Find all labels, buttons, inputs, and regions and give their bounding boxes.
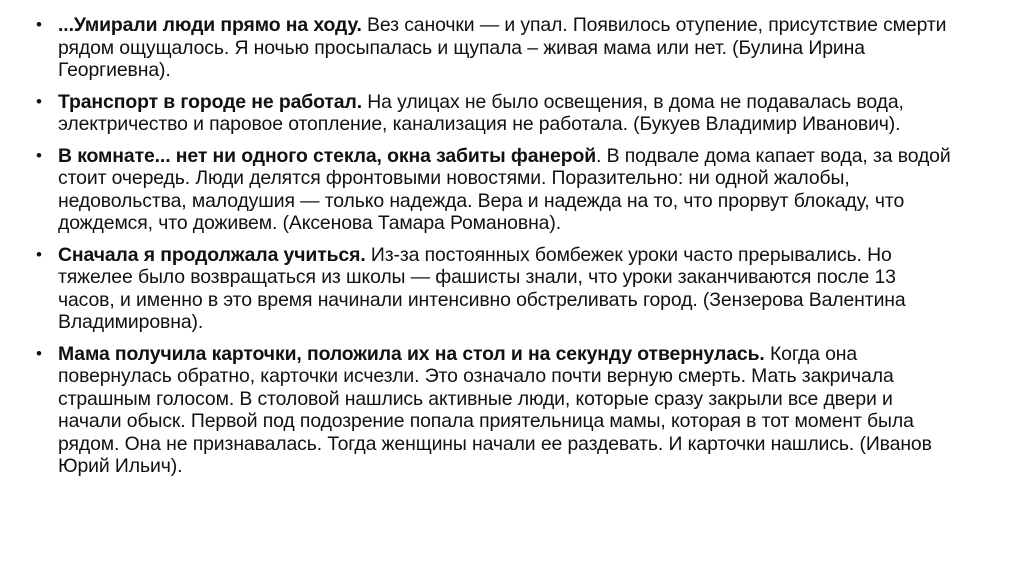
bullet-lead: Сначала я продолжала учиться. bbox=[58, 243, 366, 266]
bullet-text: На улицах не было освещения, в дома не подавалась вода, электричество и паровое отопление, канализация не работала. (Букуев Владимир Иванович). bbox=[58, 90, 904, 135]
bullet-dot-icon: • bbox=[36, 91, 42, 111]
bullet-item-aksenova bbox=[34, 145, 954, 235]
bullet-lead: Мама получила карточки, положила их на стол и на секунду отвернулась. bbox=[58, 342, 765, 365]
bullet-dot-icon: • bbox=[36, 343, 42, 363]
bullet-lead: В комнате... нет ни одного стекла, окна забиты фанерой bbox=[58, 144, 597, 167]
bullet-dot-icon: • bbox=[36, 15, 42, 34]
bullet-lead: Транспорт в городе не работал. bbox=[58, 90, 362, 113]
bullet-text: Из-за постоянных бомбежек уроки часто прерывались. Но тяжелее было возвращаться из школы — фашисты знали, что уроки заканчиваются после 13 часов, и именно в это время начинали интенсивно обстреливать город. (Зензерова Валентина Владимировна). bbox=[58, 243, 906, 333]
bullet-lead: ...Умирали люди прямо на ходу. bbox=[58, 14, 362, 36]
bullet-dot-icon: • bbox=[36, 244, 42, 264]
bullet-text: . В подвале дома капает вода, за водой стоит очередь. Люди делятся фронтовыми новостями. Поразительно: ни одной жалобы, недовольства, малодушия — только надежда. Вера и надежда на то, что прорвут блокаду, что дождемся, что доживем. (Аксенова Тамара Романовна). bbox=[58, 144, 951, 234]
bullet-item-bukuev bbox=[34, 91, 954, 136]
bullet-item-ivanov bbox=[34, 343, 954, 478]
bullet-list bbox=[34, 14, 954, 487]
bullet-dot-icon: • bbox=[36, 145, 42, 165]
bullet-text: Когда она повернулась обратно, карточки исчезли. Это означало почти верную смерть. Мать закричала страшным голосом. В столовой нашлись активные люди, которые сразу закрыли все двери и начали обыск. Первой под подозрение попала приятельница мамы, которая в тот момент была рядом. Она не признавалась. Тогда женщины начали ее раздевать. И карточки нашлись. (Иванов Юрий Ильич). bbox=[58, 342, 932, 477]
bullet-text: Вез саночки — и упал. Появилось отупение, присутствие смерти рядом ощущалось. Я ночью просыпалась и щупала – живая мама или нет. (Булина Ирина Георгиевна). bbox=[58, 14, 947, 81]
bullet-item-bulina bbox=[34, 14, 954, 82]
bullet-item-zenzerova bbox=[34, 244, 954, 334]
